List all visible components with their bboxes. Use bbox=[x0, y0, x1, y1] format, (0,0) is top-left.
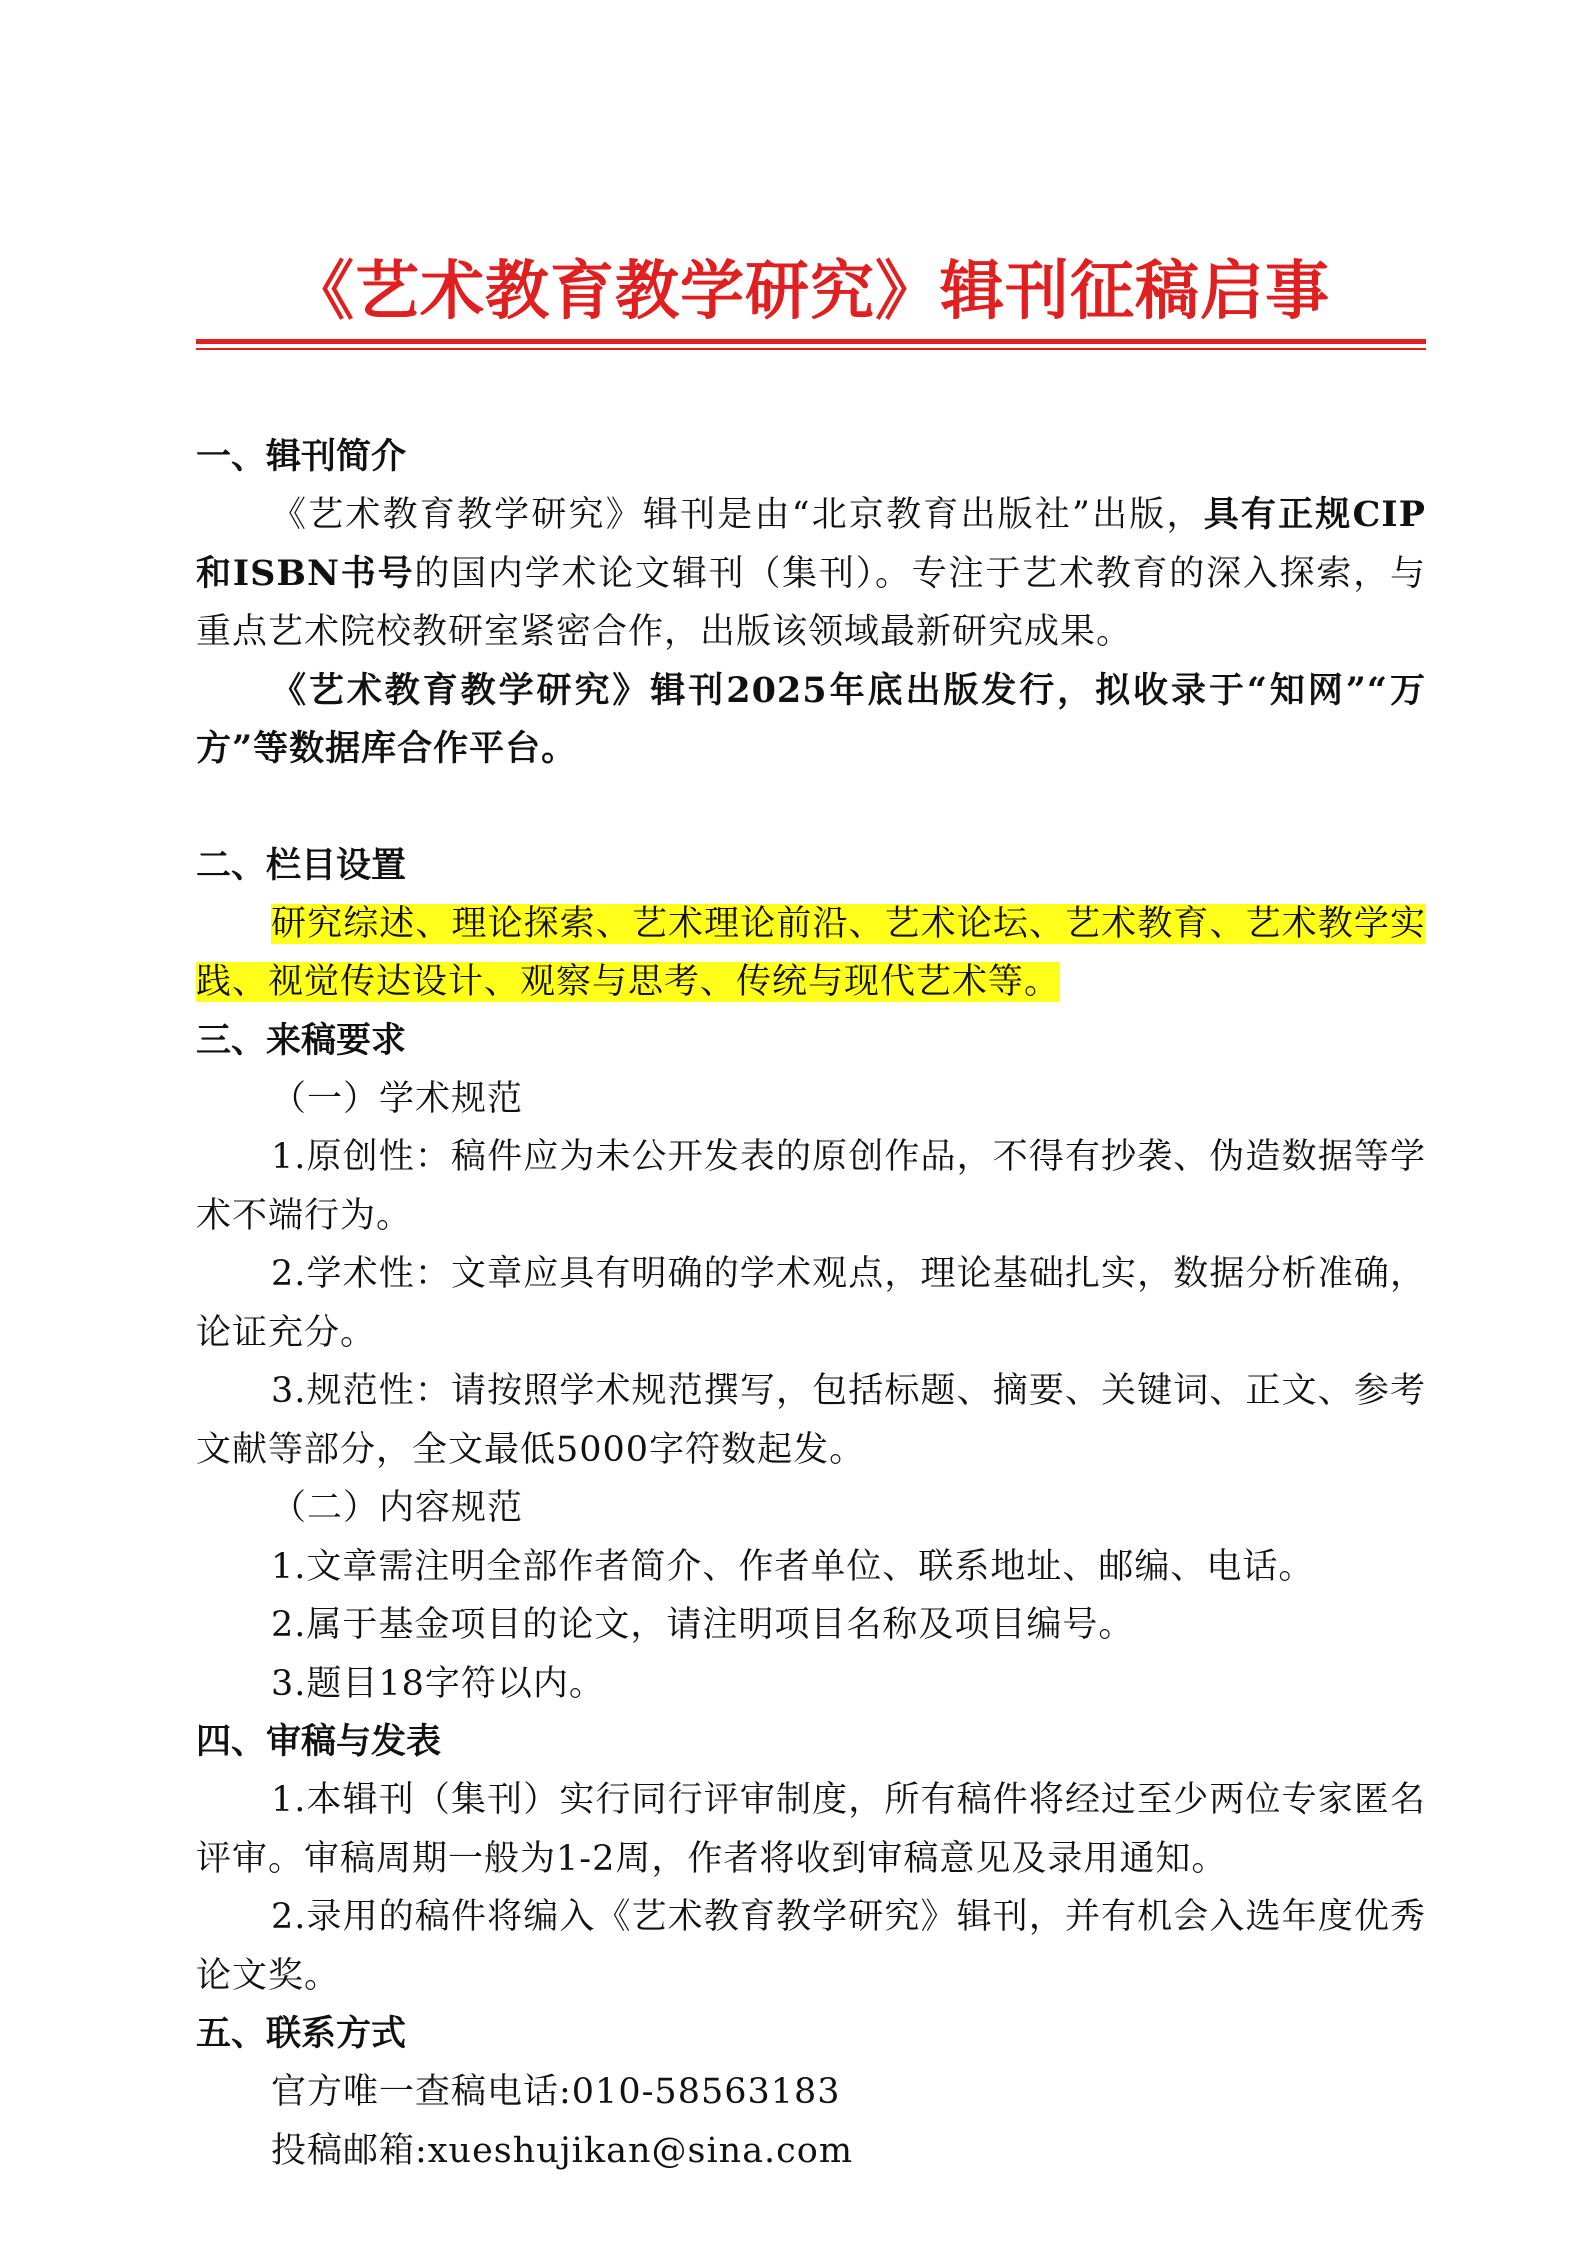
section-heading-columns: 二、栏目设置 bbox=[196, 845, 407, 886]
section-heading-intro: 一、辑刊简介 bbox=[196, 437, 407, 477]
intro-text-part1: 《艺术教育教学研究》辑刊是由“北京教育出版社”出版， bbox=[271, 495, 1204, 535]
content-item-funding: 2.属于基金项目的论文，请注明项目名称及项目编号。 bbox=[271, 1605, 1135, 1645]
academic-item-scholarship: 2.学术性：文章应具有明确的学术观点，理论基础扎实，数据分析准确，论证充分。 bbox=[196, 1254, 1426, 1353]
review-item-peer: 1.本辑刊（集刊）实行同行评审制度，所有稿件将经过至少两位专家匿名评审。审稿周期一般为1-2周，作者将收到审稿意见及录用通知。 bbox=[196, 1780, 1426, 1879]
publication-paragraph: 《艺术教育教学研究》辑刊2025年底出版发行，拟收录于“知网”“万方”等数据库合作平台。 bbox=[196, 669, 1426, 769]
columns-paragraph bbox=[196, 895, 1426, 1012]
document-body bbox=[196, 428, 1426, 2180]
intro-paragraph bbox=[196, 486, 1426, 662]
document-title: 《艺术教育教学研究》辑刊征稿启事 bbox=[290, 255, 1330, 329]
subheading-academic: （一）学术规范 bbox=[271, 1078, 524, 1119]
academic-item-originality: 1.原创性：稿件应为未公开发表的原创作品，不得有抄袭、伪造数据等学术不端行为。 bbox=[196, 1137, 1426, 1236]
contact-phone: 官方唯一查稿电话:010-58563183 bbox=[271, 2072, 841, 2112]
contact-email: 投稿邮箱:xueshujikan@sina.com bbox=[271, 2130, 854, 2171]
content-item-title-length: 3.题目18字符以内。 bbox=[271, 1663, 605, 1704]
section-heading-contact: 五、联系方式 bbox=[196, 2014, 407, 2054]
section-heading-requirements: 三、来稿要求 bbox=[196, 1020, 407, 1061]
subheading-content: （二）内容规范 bbox=[271, 1488, 524, 1528]
intro-text-bold: 具有正规CIP和ISBN书号 bbox=[196, 494, 1426, 594]
intro-text-part2: 的国内学术论文辑刊（集刊）。专注于艺术教育的深入探索，与重点艺术院校教研室紧密合作，出版该领域最新研究成果。 bbox=[196, 553, 1426, 652]
title-rule-thin bbox=[196, 348, 1426, 350]
columns-highlighted-text: 研究综述、理论探索、艺术理论前沿、艺术论坛、艺术教育、艺术教学实践、视觉传达设计、观察与思考、传统与现代艺术等。 bbox=[196, 903, 1426, 1002]
section-heading-review: 四、审稿与发表 bbox=[196, 1722, 442, 1762]
section-spacer bbox=[196, 779, 1426, 837]
review-item-publication: 2.录用的稿件将编入《艺术教育教学研究》辑刊，并有机会入选年度优秀论文奖。 bbox=[196, 1897, 1426, 1996]
academic-item-format: 3.规范性：请按照学术规范撰写，包括标题、摘要、关键词、正文、参考文献等部分，全文最低5000字符数起发。 bbox=[196, 1371, 1426, 1470]
title-rule-thick bbox=[196, 339, 1426, 344]
content-item-authors: 1.文章需注明全部作者简介、作者单位、联系地址、邮编、电话。 bbox=[271, 1546, 1315, 1587]
